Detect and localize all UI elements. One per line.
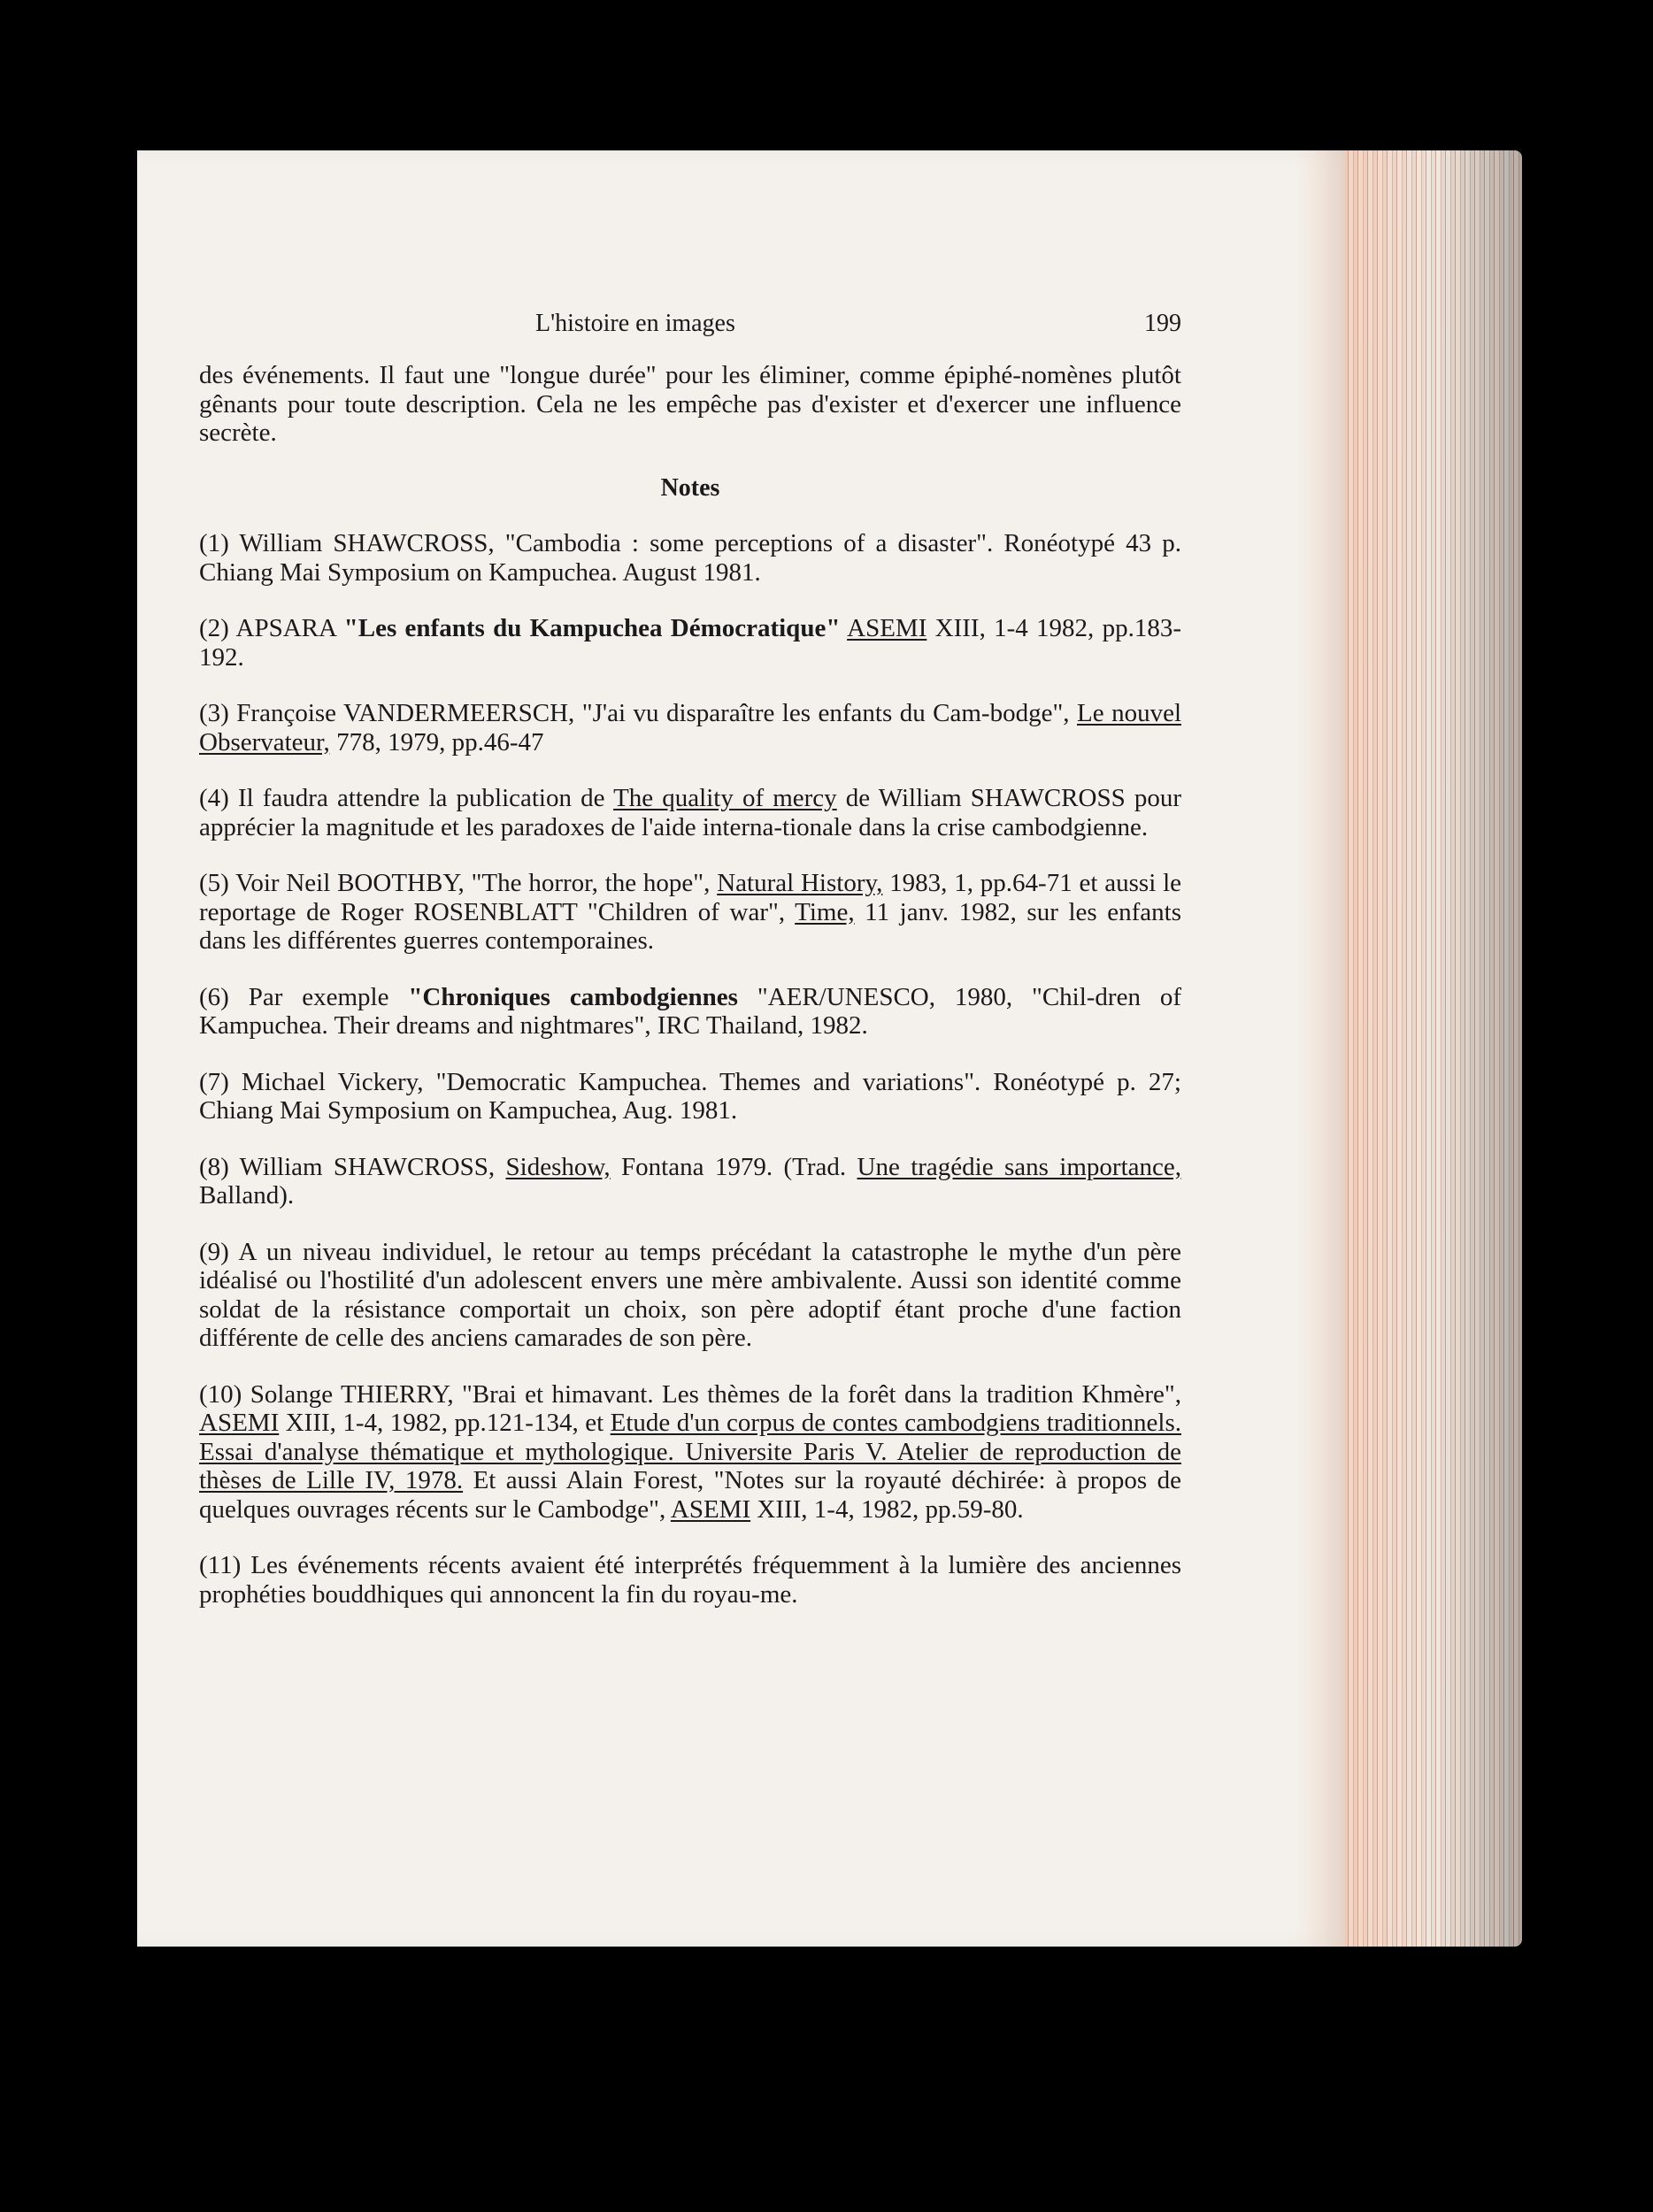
- page-content: [199, 310, 1181, 1636]
- note-number: (9): [199, 1237, 229, 1266]
- note-text: Voir Neil BOOTHBY, "The horror, the hope",: [228, 869, 718, 897]
- note-text: [840, 614, 847, 642]
- note-text: William SHAWCROSS, "Cambodia : some perceptions of a disaster". Ronéotypé 43 p. Chiang Mai Symposium on Kampuchea. August 1981.: [199, 529, 1181, 587]
- bold-text: "Chroniques cambodgiennes: [408, 982, 738, 1011]
- note-text: de William SHAWCROSS pour apprécier la magnitude et les paradoxes de l'aide interna-tionale dans la crise cambodgienne.: [199, 784, 1181, 841]
- note-number: (6): [199, 982, 229, 1011]
- underlined-citation: ASEMI: [670, 1494, 751, 1524]
- note-text: XIII, 1-4, 1982, pp.59-80.: [750, 1494, 1024, 1524]
- note-number: (3): [199, 699, 229, 727]
- underlined-citation: Time,: [795, 897, 855, 926]
- note-text: Solange THIERRY, "Brai et himavant. Les thèmes de la forêt dans la tradition Khmère",: [242, 1379, 1181, 1409]
- note-number: (1): [199, 529, 229, 557]
- note-text: A un niveau individuel, le retour au temps précédant la catastrophe le mythe d'un père idéalisé ou l'hostilité d'un adolescent envers une mère ambivalente. Aussi son identité comme soldat de la résistance comportait un choix, son père adoptif étant proche d'une faction différente de celle des anciens camarades de son père.: [199, 1237, 1181, 1352]
- intro-paragraph: des événements. Il faut une "longue durée" pour les éliminer, comme épiphé-nomènes plutôt gênants pour toute description. Cela ne les empêche pas d'exister et d'exercer une influence secrète.: [199, 361, 1181, 447]
- note-number: (2): [199, 614, 229, 642]
- running-head: [199, 310, 1181, 342]
- underlined-citation: Le nouvel Observateur,: [199, 699, 1181, 757]
- note-number: (4): [199, 784, 229, 812]
- note-number: (8): [199, 1152, 229, 1181]
- note-5: [199, 869, 1181, 956]
- note-text: William SHAWCROSS,: [228, 1152, 506, 1181]
- note-text: "AER/UNESCO, 1980, "Chil-dren of Kampuchea. Their dreams and nightmares", IRC Thailand, 1982.: [199, 982, 1181, 1040]
- note-7: [199, 1068, 1181, 1125]
- underlined-citation: ASEMI: [199, 1409, 280, 1437]
- note-2: [199, 614, 1181, 672]
- note-text: Fontana 1979. (Trad.: [610, 1152, 857, 1181]
- note-text: APSARA: [228, 614, 344, 642]
- note-text: XIII, 1-4, 1982, pp.121-134, et: [279, 1409, 611, 1437]
- note-1: [199, 529, 1181, 587]
- notes-list: [199, 529, 1181, 1609]
- note-text: Balland).: [199, 1181, 295, 1210]
- note-9: [199, 1238, 1181, 1353]
- note-text: XIII, 1-4 1982, pp.183-192.: [199, 614, 1182, 672]
- underlined-citation: Etude d'un corpus de contes cambodgiens traditionnels. Essai d'analyse thématique et mythologique. Universite Paris V. Atelier de reproduction de thèses de Lille IV, 1978.: [199, 1409, 1181, 1494]
- note-text: 1983, 1, pp.64-71 et aussi le reportage de Roger ROSENBLATT "Children of war",: [199, 869, 1181, 926]
- note-number: (10): [199, 1379, 242, 1409]
- running-head-title: L'histoire en images: [535, 310, 735, 337]
- note-text: Françoise VANDERMEERSCH, "J'ai vu disparaître les enfants du Cam-bodge",: [228, 699, 1078, 727]
- note-8: [199, 1153, 1181, 1210]
- note-text: Par exemple: [228, 982, 409, 1011]
- underlined-citation: Natural History,: [717, 869, 883, 897]
- underlined-citation: The quality of mercy: [613, 784, 837, 812]
- note-6: [199, 983, 1181, 1041]
- note-text: Et aussi Alain Forest, "Notes sur la royauté déchirée: à propos de quelques ouvrages récents sur le Cambodge",: [199, 1466, 1181, 1524]
- note-number: (5): [199, 869, 229, 897]
- note-4: [199, 784, 1181, 841]
- note-text: Il faudra attendre la publication de: [228, 784, 614, 812]
- note-text: 778, 1979, pp.46-47: [329, 727, 544, 757]
- notes-heading: Notes: [660, 473, 720, 502]
- note-text: 11 janv. 1982, sur les enfants dans les différentes guerres contemporaines.: [199, 897, 1181, 955]
- underlined-citation: Une tragédie sans importance,: [857, 1152, 1181, 1181]
- note-number: (7): [199, 1067, 229, 1096]
- note-number: (11): [199, 1551, 242, 1579]
- book-page: [137, 150, 1345, 1947]
- underlined-citation: Sideshow,: [505, 1152, 611, 1181]
- note-3: [199, 699, 1181, 757]
- page-number: 199: [1144, 310, 1181, 337]
- note-10: [199, 1380, 1181, 1525]
- note-text: Michael Vickery, "Democratic Kampuchea. Themes and variations". Ronéotypé p. 27; Chiang Mai Symposium on Kampuchea, Aug. 1981.: [199, 1067, 1181, 1125]
- note-11: [199, 1551, 1181, 1609]
- note-text: Les événements récents avaient été interprétés fréquemment à la lumière des anciennes prophéties bouddhiques qui annoncent la fin du royau-me.: [199, 1551, 1181, 1609]
- underlined-citation: ASEMI: [847, 614, 927, 642]
- bold-text: "Les enfants du Kampuchea Démocratique": [343, 614, 841, 642]
